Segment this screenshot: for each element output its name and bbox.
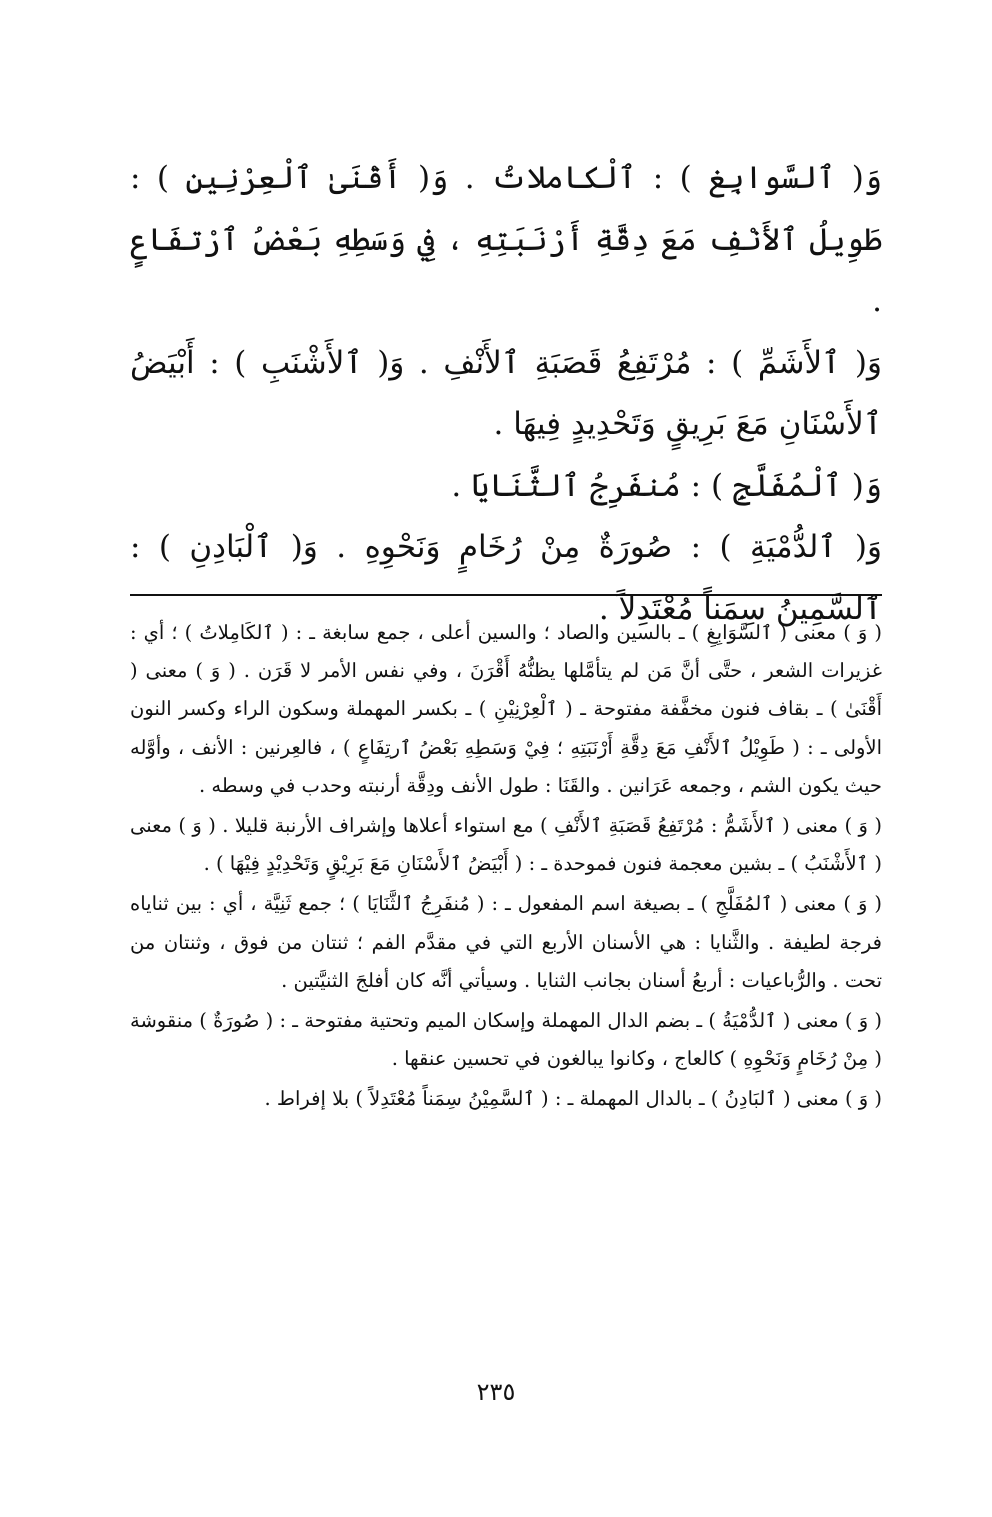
page-number: ٢٣٥ — [476, 1378, 516, 1406]
footnotes — [130, 614, 882, 1119]
main-text — [130, 148, 882, 640]
footnote-paragraph: ( وَ ) معنى ( ٱلبَادِنُ ) ـ بالدال المهملة ـ : ( ٱلسَّمِيْنُ سِمَناً مُعْتَدِلاً ) بلا إفراط . — [264, 1087, 882, 1111]
main-paragraph: وَ( ٱلسَّوابِغ ) : ٱلْكاملاتُ . وَ( أَقْنَىٰ ٱلْعِرْنِينِ ) : طَوِيلُ ٱلأَنْفِ مَعَ دِقَّةِ أَرْنَبَتِهِ ، فِي وَسَطِهِ بَعْضُ ٱرْتفَاعٍ . — [130, 160, 882, 319]
main-paragraph: وَ( ٱلدُّمْيَةِ ) : صُورَةٌ مِنْ رُخَامٍ وَنَحْوِهِ . وَ( ٱلْبَادِنِ ) : ٱلسَّمِينُ سِمَناً مُعْتَدِلاً . — [130, 529, 882, 627]
main-paragraph: وَ( ٱلأَشَمِّ ) : مُرْتَفِعُ قَصَبَةِ ٱلأَنْفِ . وَ( ٱلأَشْنَبِ ) : أَبْيَضُ ٱلأَسْنَانِ مَعَ بَرِيقٍ وَتَحْدِيدٍ فِيهَا . — [130, 344, 882, 442]
footnote-paragraph: ( وَ ) معنى ( ٱلدُّمْيَةُ ) ـ بضم الدال المهملة وإسكان الميم وتحتية مفتوحة ـ : ( صُورَةٌ ) منقوشة ( مِنْ رُخَامٍ وَنَحْوِهِ ) كالعاج ، وكانوا يبالغون في تحسين عنقها . — [130, 1009, 882, 1071]
main-paragraph: وَ( ٱلْمُفَلَّجِ ) : مُنفَرِجُ ٱلثَّنَايَا . — [451, 467, 882, 504]
footnote-paragraph: ( وَ ) معنى ( ٱلمُفَلَّجِ ) ـ بصيغة اسم المفعول ـ : ( مُنفَرِجُ ٱلثَّنَايَا ) ؛ جمع ثَنِيَّة ، أي : بين ثناياه فرجة لطيفة . والثَّنايا : هي الأسنان الأربع التي في مقدَّم الفم ؛ ثنتان من فوق ، وثنتان من تحت . والرُّباعيات : أربعُ أسنان بجانب الثنايا . وسيأتي أنَّه كان أفلجَ الثنيَّتين . — [130, 892, 882, 992]
footnote-separator — [130, 594, 882, 596]
footnote-paragraph: ( وَ ) معنى ( ٱلأَشَمُّ : مُرْتَفِعُ قَصَبَةِ ٱلأَنْفِ ) مع استواء أعلاها وإشراف الأرنبة قليلا . ( وَ ) معنى ( ٱلأَشْنَبُ ) ـ بشين معجمة فنون فموحدة ـ : ( أَبْيَضُ ٱلأَسْنَانِ مَعَ بَرِيْقٍ وَتَحْدِيْدٍ فِيْهَا ) . — [130, 814, 882, 876]
footnote-paragraph: ( وَ ) معنى ( ٱلسَّوَابِغِ ) ـ بالسين والصاد ؛ والسين أعلى ، جمع سابغة ـ : ( ٱلكَامِلاتُ ) ؛ أي : غزيرات الشعر ، حتَّى أنَّ مَن لم يتأمَّلها يظنُّهُ أَقْرَنَ ، وفي نفس الأمر لا قَرَن . ( وَ ) معنى ( أَقْنَىٰ ) ـ بقاف فنون مخفَّفة مفتوحة ـ ( ٱلْعِرْنِيْنِ ) ـ بكسر المهملة وسكون الراء وكسر النون الأولى ـ : ( طَوِيْلُ ٱلأَنْفِ مَعَ دِقَّةِ أَرْنَبَتِهِ ؛ فِيْ وَسَطِهِ بَعْضُ ٱرتِفَاعٍ ) ، فالعِرنين : الأنف ، وأوَّله حيث يكون الشم ، وجمعه عَرَانين . والقَنَا : طول الأنف ودِقَّة أرنبته وحدب في وسطه . — [130, 621, 882, 797]
